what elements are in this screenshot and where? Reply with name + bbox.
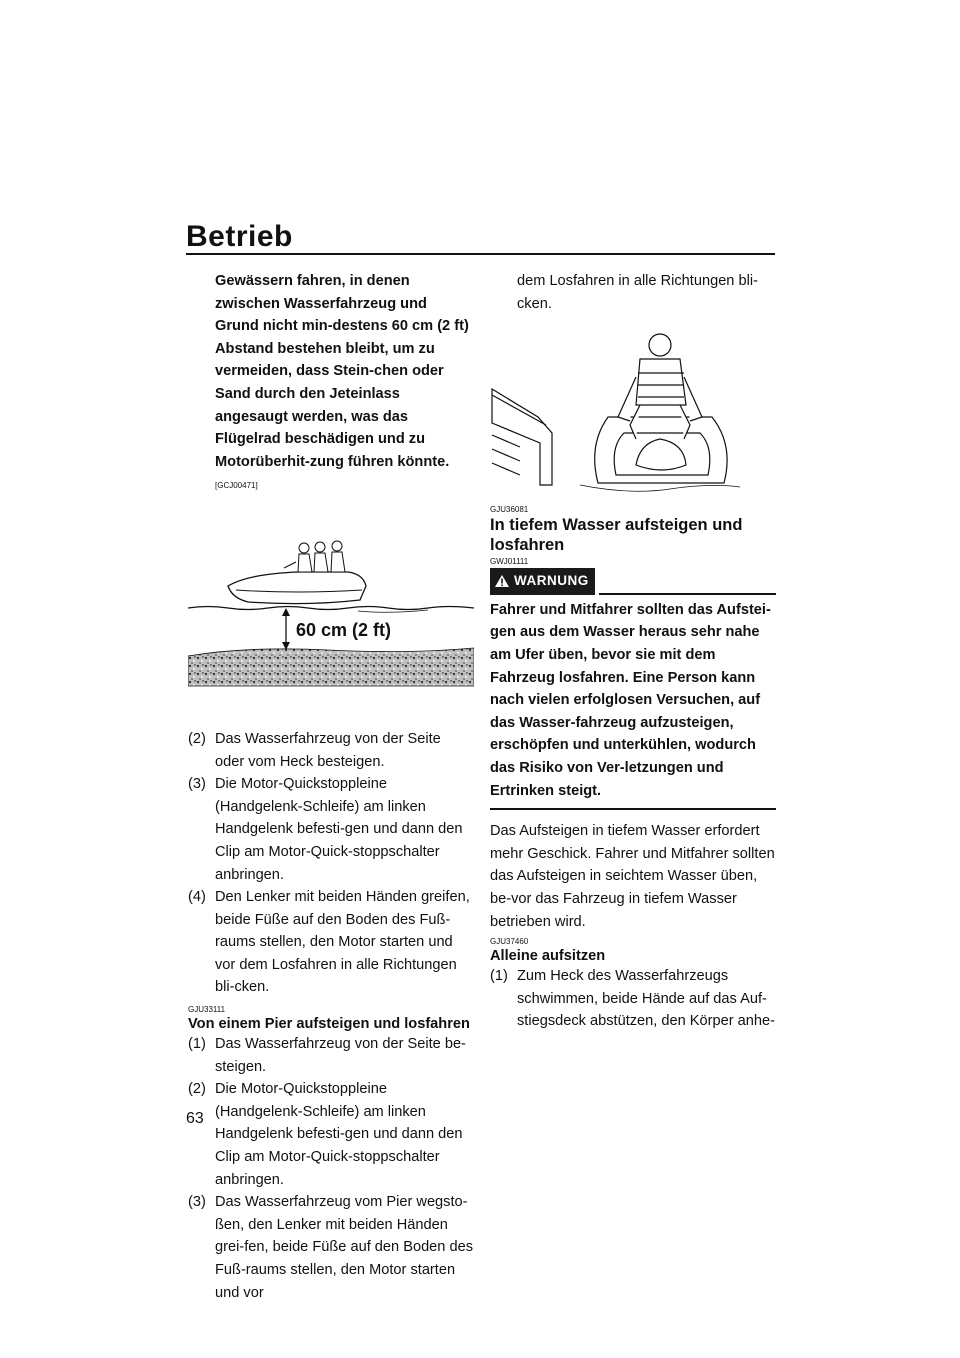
header-rule: [186, 253, 775, 255]
steps-list: [188, 728, 474, 999]
clearance-label: 60 cm (2 ft): [296, 619, 392, 640]
warning-text: Fahrer und Mitfahrer sollten das Aufstei-gen aus dem Wasser heraus sehr nahe am Ufer üben, bevor sie mit dem Fahrzeug losfahren. Eine Person kann nach vielen erfolglosen Versuchen, auf das Wasser-fahrzeug aufzusteigen, erschöpfen und unterkühlen, wodurch das Risiko von Ver-letzungen und Ertrinken steigt.: [490, 601, 771, 799]
right-column: [490, 270, 776, 1033]
list-item: (2) Die Motor-Quickstoppleine (Handgelenk-Schleife) am linken Handgelenk befesti-gen und dann den Clip am Motor-Quick-stoppschalter anbringen.: [188, 1081, 463, 1188]
list-item: (1) Zum Heck des Wasserfahrzeugs schwimmen, beide Hände auf das Auf-stiegsdeck abstützen, den Körper anhe-: [490, 968, 775, 1030]
warning-triangle-icon: [494, 574, 510, 588]
page-title: Betrieb: [186, 220, 293, 253]
section-heading-deep-water: In tiefem Wasser aufsteigen und losfahren: [490, 516, 743, 555]
section-heading-pier: Von einem Pier aufsteigen und losfahren: [188, 1016, 470, 1033]
warning-bottom-rule: [490, 808, 776, 810]
list-item: (1) Das Wasserfahrzeug von der Seite be-steigen.: [188, 1036, 466, 1075]
warning-label: WARNUNG: [514, 573, 589, 589]
section-heading-alone: Alleine aufsitzen: [490, 948, 606, 965]
clearance-figure: [188, 528, 474, 728]
pier-steps-list: [188, 1033, 474, 1304]
rider-figure: [490, 325, 776, 495]
rider-pier-illustration: [490, 325, 776, 495]
list-item: (4) Den Lenker mit beiden Händen greifen, beide Füße auf den Boden des Fuß-raums stellen, den Motor starten und vor dem Losfahren in alle Richtungen bli-cken.: [188, 889, 470, 996]
section-code: GJU37460: [490, 937, 529, 947]
warning-header: [490, 568, 776, 595]
left-column: [188, 270, 474, 1304]
deep-water-paragraph: Das Aufsteigen in tiefem Wasser erfordert mehr Geschick. Fahrer und Mitfahrer sollten das Aufsteigen in seichtem Wasser üben, be-vor das Fahrzeug in tiefem Wasser betrieben wird.: [490, 823, 775, 930]
warning-top-rule: [599, 593, 776, 595]
page-number: 63: [186, 1110, 204, 1127]
list-item: (2) Das Wasserfahrzeug von der Seite oder vom Heck besteigen.: [188, 730, 441, 770]
section-code: GJU36081: [490, 505, 529, 515]
notice-code: [GCJ00471]: [215, 481, 258, 491]
list-item: (3) Das Wasserfahrzeug vom Pier wegsto-ßen, den Lenker mit beiden Händen grei-fen, beide Füße auf den Boden des Fuß-raums stellen, den Motor starten und vor: [188, 1194, 473, 1301]
continuation-text: dem Losfahren in alle Richtungen bli-cken.: [517, 273, 758, 312]
warning-badge: [490, 568, 595, 595]
notice-text: Gewässern fahren, in denen zwischen Wasserfahrzeug und Grund nicht min-destens 60 cm (2 ft) Abstand bestehen bleibt, um zu vermeiden, dass Stein-chen oder Sand durch den Jeteinlass angesaugt werden, was das Flügelrad beschädigen und zu Motorüberhit-zung führen könnte.: [215, 273, 469, 470]
list-item: (3) Die Motor-Quickstoppleine (Handgelenk-Schleife) am linken Handgelenk befesti-gen und dann den Clip am Motor-Quick-stoppschalter anbringen.: [188, 776, 463, 883]
jetski-clearance-illustration: [188, 528, 474, 728]
section-code: GJU33111: [188, 1005, 226, 1015]
notice-continuation: [188, 270, 474, 498]
warning-code: GWJ01111: [490, 557, 529, 567]
